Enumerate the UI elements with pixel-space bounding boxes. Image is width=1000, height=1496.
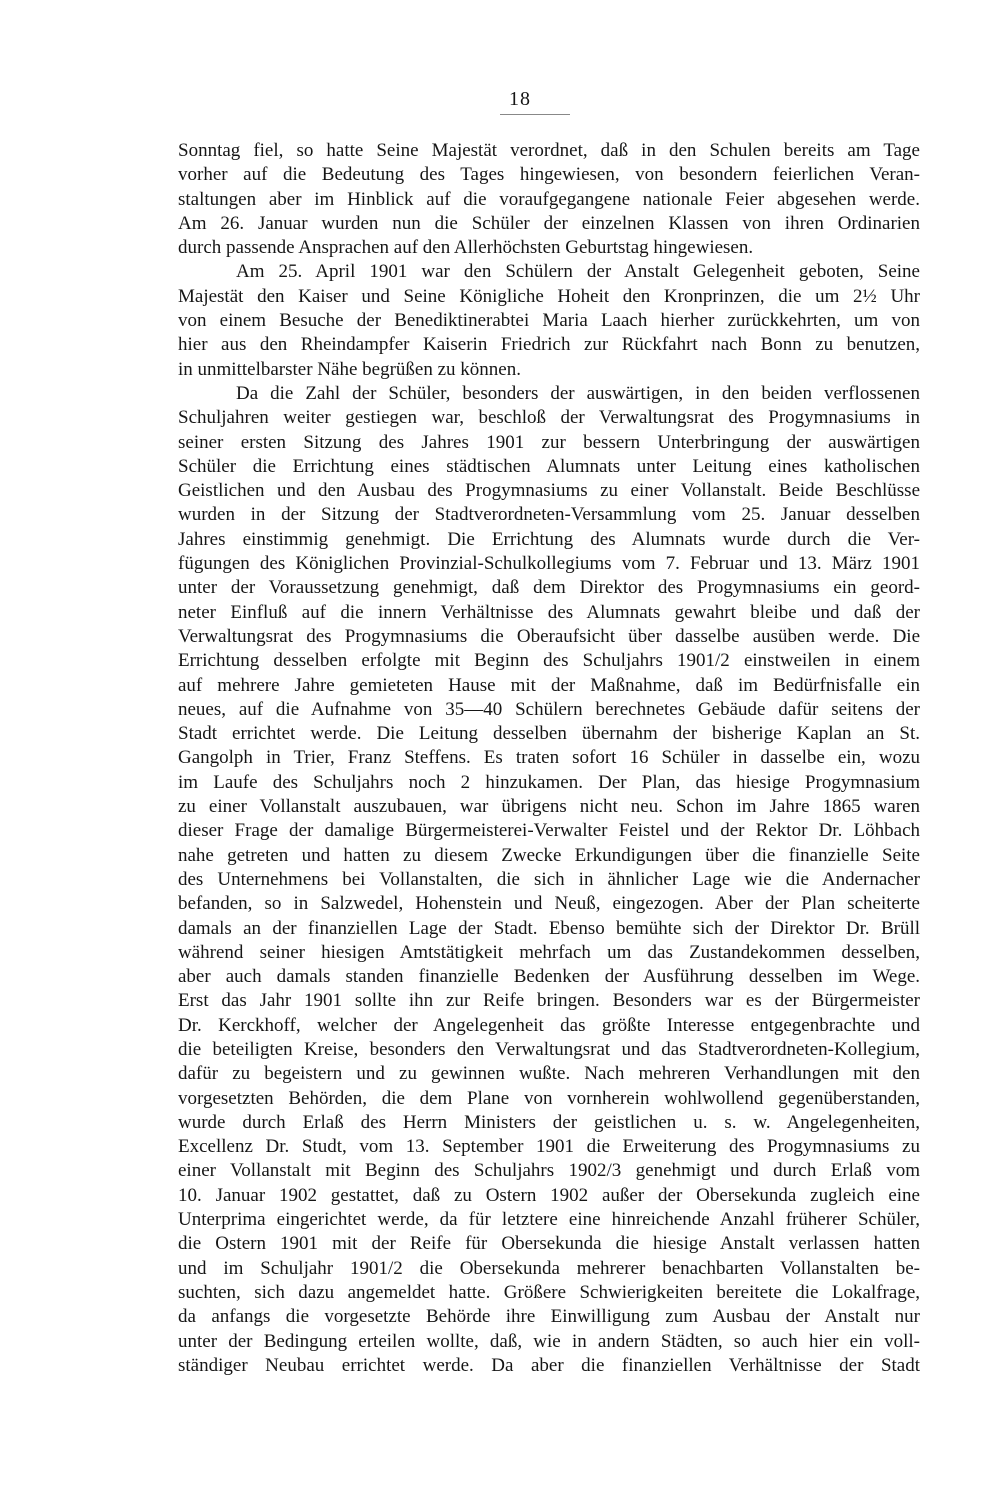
text-line: staltungen aber im Hinblick auf die voraufgegangene nationale Feier abgesehen werde. [178, 188, 920, 210]
text-line: suchten, sich dazu angemeldet hatte. Größere Schwierigkeiten bereitete die Lokalfrage, [178, 1281, 920, 1303]
text-line: in unmittelbarster Nähe begrüßen zu können. [178, 358, 521, 380]
text-line: und im Schuljahr 1901/2 die Obersekunda mehrerer benachbarten Vollanstalten be- [178, 1257, 920, 1279]
text-line: im Laufe des Schuljahrs noch 2 hinzukamen. Der Plan, das hiesige Progymnasium [178, 771, 920, 793]
text-line: Geistlichen und den Ausbau des Progymnasiums zu einer Vollanstalt. Beide Beschlüsse [178, 480, 920, 502]
text-line: befanden, so in Salzwedel, Hohenstein und Neuß, eingezogen. Aber der Plan scheiterte [178, 893, 920, 915]
text-line: Excellenz Dr. Studt, vom 13. September 1901 die Erweiterung des Progymnasiums zu [178, 1136, 920, 1158]
text-line: dafür zu begeistern und zu gewinnen wußte. Nach mehreren Verhandlungen mit den [178, 1063, 920, 1085]
text-line: vorher auf die Bedeutung des Tages hingewiesen, von besondern feierlichen Veran- [178, 164, 920, 186]
text-line: die Ostern 1901 mit der Reife für Obersekunda die hiesige Anstalt verlassen hatten [178, 1233, 920, 1255]
text-line: Dr. Kerckhoff, welcher der Angelegenheit das größte Interesse entgegenbrachte und [178, 1014, 920, 1036]
text-line: 10. Januar 1902 gestattet, daß zu Ostern 1902 außer der Obersekunda zugleich eine [178, 1184, 920, 1206]
text-line: unter der Voraussetzung genehmigt, daß dem Direktor des Progymnasiums ein geord- [178, 577, 920, 599]
text-line: Sonntag fiel, so hatte Seine Majestät verordnet, daß in den Schulen bereits am Tage [178, 140, 920, 161]
text-line: unter der Bedingung erteilen wollte, daß, wie in andern Städten, so auch hier ein voll- [178, 1330, 920, 1352]
text-line: Schüler die Errichtung eines städtischen Alumnats unter Leitung eines katholischen [178, 455, 920, 477]
text-line: Jahres einstimmig genehmigt. Die Errichtung des Alumnats wurde durch die Ver- [178, 528, 920, 550]
text-line: Schuljahren weiter gestiegen war, beschloß der Verwaltungsrat des Progymnasiums in [178, 407, 920, 429]
paragraph [178, 139, 920, 260]
text-line: wurden in der Sitzung der Stadtverordneten-Versammlung vom 25. Januar desselben [178, 504, 920, 526]
text-line: Majestät den Kaiser und Seine Königliche Hoheit den Kronprinzen, die um 2½ Uhr [178, 285, 920, 307]
text-line: vorgesetzten Behörden, die dem Plane von vornherein wohlwollend gegenüberstanden, [178, 1087, 920, 1109]
text-line: wurde durch Erlaß des Herrn Ministers der geistlichen u. s. w. Angelegenheiten, [178, 1111, 920, 1133]
text-line: Errichtung desselben erfolgte mit Beginn des Schuljahrs 1901/2 einstweilen in einem [178, 650, 920, 672]
paragraph [178, 382, 920, 1378]
text-line: neter Einfluß auf die innern Verhältnisse des Alumnats gewahrt bleibe und daß der [178, 601, 920, 623]
text-line: auf mehrere Jahre gemieteten Hause mit der Maßnahme, daß im Bedürfnisfalle ein [178, 674, 920, 696]
text-line: Erst das Jahr 1901 sollte ihn zur Reife bringen. Besonders war es der Bürgermeister [178, 990, 920, 1012]
text-line: Am 25. April 1901 war den Schülern der Anstalt Gelegenheit geboten, Seine [236, 261, 920, 283]
text-line: aber auch damals standen finanzielle Bedenken der Ausführung desselben im Wege. [178, 966, 920, 988]
page-number: 18 [509, 88, 531, 110]
text-line: Am 26. Januar wurden nun die Schüler der einzelnen Klassen von ihren Ordinarien [178, 212, 920, 234]
text-line: Gangolph in Trier, Franz Steffens. Es traten sofort 16 Schüler in dasselbe ein, wozu [178, 747, 920, 769]
text-line: zu einer Vollanstalt auszubauen, war übrigens nicht neu. Schon im Jahre 1865 waren [178, 796, 920, 818]
body-text [178, 139, 920, 1378]
text-line: des Unternehmens bei Vollanstalten, die sich in ähnlicher Lage wie die Andernacher [178, 868, 920, 890]
text-line: Verwaltungsrat des Progymnasiums die Oberaufsicht über dasselbe ausüben werde. Die [178, 625, 920, 647]
text-line: da anfangs die vorgesetzte Behörde ihre Einwilligung zum Ausbau der Anstalt nur [178, 1306, 920, 1328]
text-line: während seiner hiesigen Amtstätigkeit mehrfach um das Zustandekommen desselben, [178, 941, 920, 963]
paragraph [178, 260, 920, 381]
text-line: Unterprima eingerichtet werde, da für letztere eine hinreichende Anzahl früherer Schüler, [178, 1209, 920, 1231]
page-number-rule [500, 114, 570, 115]
text-line: Stadt errichtet werde. Die Leitung desselben übernahm der bisherige Kaplan an St. [178, 723, 920, 745]
text-line: dieser Frage der damalige Bürgermeisterei-Verwalter Feistel und der Rektor Dr. Löhbach [178, 820, 920, 842]
text-line: ständiger Neubau errichtet werde. Da aber die finanziellen Verhältnisse der Stadt [178, 1354, 920, 1376]
text-line: einer Vollanstalt mit Beginn des Schuljahrs 1902/3 genehmigt und durch Erlaß vom [178, 1160, 920, 1182]
text-line: neues, auf die Aufnahme von 35—40 Schülern berechnetes Gebäude dafür seitens der [178, 698, 920, 720]
text-line: damals an der finanziellen Lage der Stadt. Ebenso bemühte sich der Direktor Dr. Brüll [178, 917, 920, 939]
text-line: hier aus den Rheindampfer Kaiserin Friedrich zur Rückfahrt nach Bonn zu benutzen, [178, 334, 920, 356]
text-line: von einem Besuche der Benediktinerabtei Maria Laach hierher zurückkehrten, um von [178, 310, 920, 332]
text-line: fügungen des Königlichen Provinzial-Schulkollegiums vom 7. Februar und 13. März 1901 [178, 553, 920, 575]
text-line: Da die Zahl der Schüler, besonders der auswärtigen, in den beiden verflossenen [236, 382, 920, 404]
text-line: nahe getreten und hatten zu diesem Zwecke Erkundigungen über die finanzielle Seite [178, 844, 920, 866]
text-line: seiner ersten Sitzung des Jahres 1901 zur bessern Unterbringung der auswärtigen [178, 431, 920, 453]
text-line: die beteiligten Kreise, besonders den Verwaltungsrat und das Stadtverordneten-Kollegium, [178, 1038, 920, 1060]
text-line: durch passende Ansprachen auf den Allerhöchsten Geburtstag hingewiesen. [178, 237, 754, 259]
